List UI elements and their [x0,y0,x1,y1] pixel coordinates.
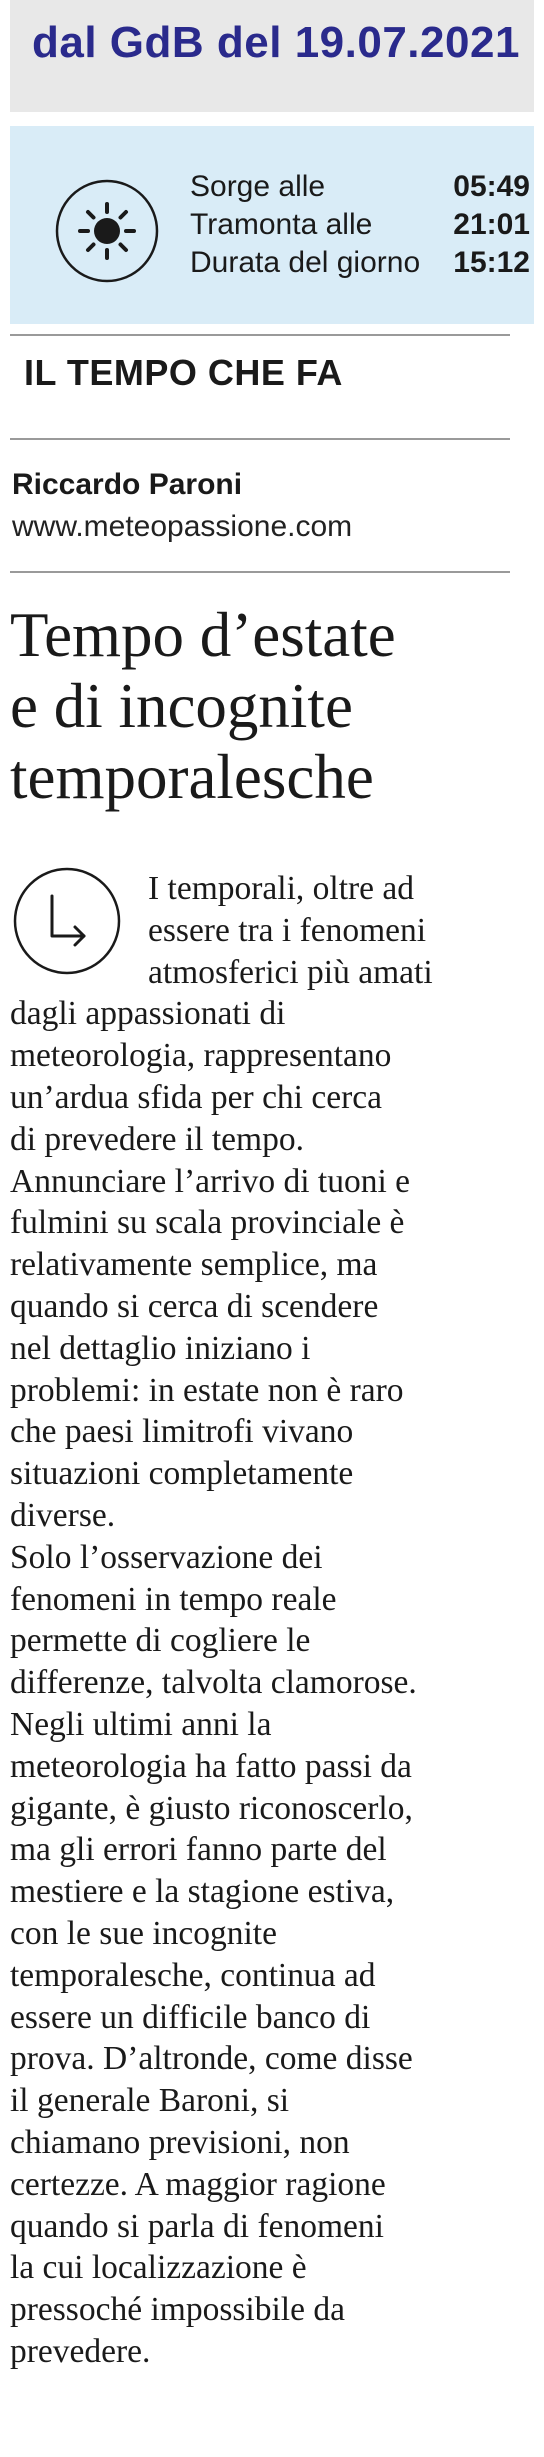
article-line: chiamano previsioni, non [10,2123,350,2161]
article-line: permette di cogliere le [10,1622,311,1660]
article-line: Negli ultimi anni la [10,1705,272,1743]
article-line: atmosferici più amati [148,953,433,991]
article-line: mestiere e la stagione estiva, [10,1873,395,1911]
headline-line: Tempo d’estate [10,600,396,670]
article-line: Annunciare l’arrivo di tuoni e [10,1162,411,1200]
headline-line: e di incognite [10,671,353,741]
article-line: un’ardua sfida per chi cerca [10,1078,383,1116]
sunrise-row [190,170,530,208]
headline [10,600,530,813]
article-line: quando si parla di fenomeni [10,2207,384,2245]
article-line: dagli appassionati di [10,995,286,1033]
daylength-row [190,246,530,284]
article-line: problemi: in estate non è raro [10,1371,404,1409]
article-line: gigante, è giusto riconoscerlo, [10,1789,413,1827]
article-line: pressoché impossibile da [10,2291,345,2329]
article-line: quando si cerca di scendere [10,1287,379,1325]
article-line: meteorologia ha fatto passi da [10,1747,412,1785]
article-line: ma gli errori fanno parte del [10,1831,387,1869]
author-name: Riccardo Paroni [12,468,243,501]
article-line: meteorologia, rappresentano [10,1037,392,1075]
sun-info-box [10,126,534,324]
sunset-label: Tramonta alle [190,208,373,241]
article-line: il generale Baroni, si [10,2082,290,2120]
divider [10,334,510,336]
article-body [10,868,520,2373]
article-line: fenomeni in tempo reale [10,1580,337,1618]
section-title: IL TEMPO CHE FA [24,352,343,393]
article-line: certezze. A maggior ragione [10,2165,386,2203]
sunset-value: 21:01 [453,208,530,241]
article-line: nel dettaglio iniziano i [10,1329,311,1367]
article-line: essere tra i fenomeni [148,911,427,949]
article-line: la cui localizzazione è [10,2249,307,2287]
article-line: prevedere. [10,2332,151,2370]
sun-icon [54,178,160,284]
article-line: essere un difficile banco di [10,1998,371,2036]
source-label: dal GdB del 19.07.2021 [32,18,520,67]
article-line: differenze, talvolta clamorose. [10,1664,417,1702]
daylength-label: Durata del giorno [190,246,421,279]
daylength-value: 15:12 [453,246,530,279]
article-line: diverse. [10,1496,116,1534]
article-line: fulmini su scala provinciale è [10,1204,405,1242]
article-line: Solo l’osservazione dei [10,1538,323,1576]
article-line: prova. D’altronde, come disse [10,2040,413,2078]
divider [10,438,510,440]
sunset-row [190,208,530,246]
article-line: di prevedere il tempo. [10,1120,304,1158]
sunrise-value: 05:49 [453,170,530,203]
article-line: con le sue incognite [10,1914,277,1952]
article-line: che paesi limitrofi vivano [10,1413,354,1451]
article-line: I temporali, oltre ad [148,870,415,907]
headline-line: temporalesche [10,742,374,812]
author-website: www.meteopassione.com [12,510,353,543]
sunrise-label: Sorge alle [190,170,326,203]
article-line: relativamente semplice, ma [10,1246,378,1284]
divider [10,571,510,573]
article-line: situazioni completamente [10,1455,354,1493]
source-banner [10,0,534,112]
article-line: temporalesche, continua ad [10,1956,376,1994]
